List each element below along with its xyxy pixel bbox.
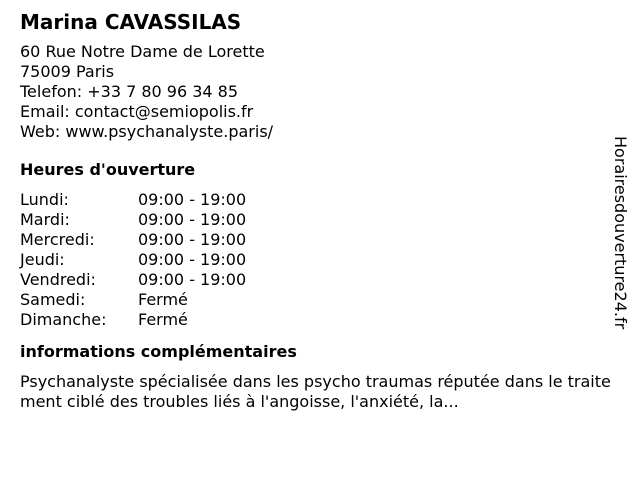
hours-row-thursday — [20, 250, 610, 270]
hours-time: 09:00 - 19:00 — [138, 210, 247, 229]
email-line: Email: contact@semiopolis.fr — [20, 102, 254, 121]
address-street: 60 Rue Notre Dame de Lorette — [20, 42, 265, 61]
hours-time: Fermé — [138, 290, 188, 309]
hours-time: 09:00 - 19:00 — [138, 270, 247, 289]
hours-day: Lundi: — [20, 190, 69, 209]
hours-time: 09:00 - 19:00 — [138, 250, 247, 269]
address-city: 75009 Paris — [20, 62, 115, 81]
site-watermark: Horairesdouverture24.fr — [611, 136, 630, 330]
hours-list — [20, 190, 610, 330]
hours-row-friday — [20, 270, 610, 290]
hours-day: Vendredi: — [20, 270, 96, 289]
business-card — [20, 10, 610, 412]
info-description: Psychanalyste spécialisée dans les psycho traumas réputée dans le traitement ciblé des troubles liés à l'angoisse, l'anxiété, la... — [20, 372, 611, 411]
hours-day: Jeudi: — [20, 250, 65, 269]
hours-row-tuesday — [20, 210, 610, 230]
hours-time: Fermé — [138, 310, 188, 329]
business-name: Marina CAVASSILAS — [20, 10, 242, 34]
web-line: Web: www.psychanalyste.paris/ — [20, 122, 274, 141]
hours-day: Mercredi: — [20, 230, 95, 249]
hours-row-sunday — [20, 310, 610, 330]
hours-row-monday — [20, 190, 610, 210]
hours-heading: Heures d'ouverture — [20, 160, 196, 179]
hours-row-wednesday — [20, 230, 610, 250]
hours-row-saturday — [20, 290, 610, 310]
info-heading: informations complémentaires — [20, 342, 297, 361]
hours-day: Mardi: — [20, 210, 70, 229]
hours-time: 09:00 - 19:00 — [138, 230, 247, 249]
hours-day: Samedi: — [20, 290, 86, 309]
phone-line: Telefon: +33 7 80 96 34 85 — [20, 82, 239, 101]
hours-time: 09:00 - 19:00 — [138, 190, 247, 209]
hours-day: Dimanche: — [20, 310, 107, 329]
